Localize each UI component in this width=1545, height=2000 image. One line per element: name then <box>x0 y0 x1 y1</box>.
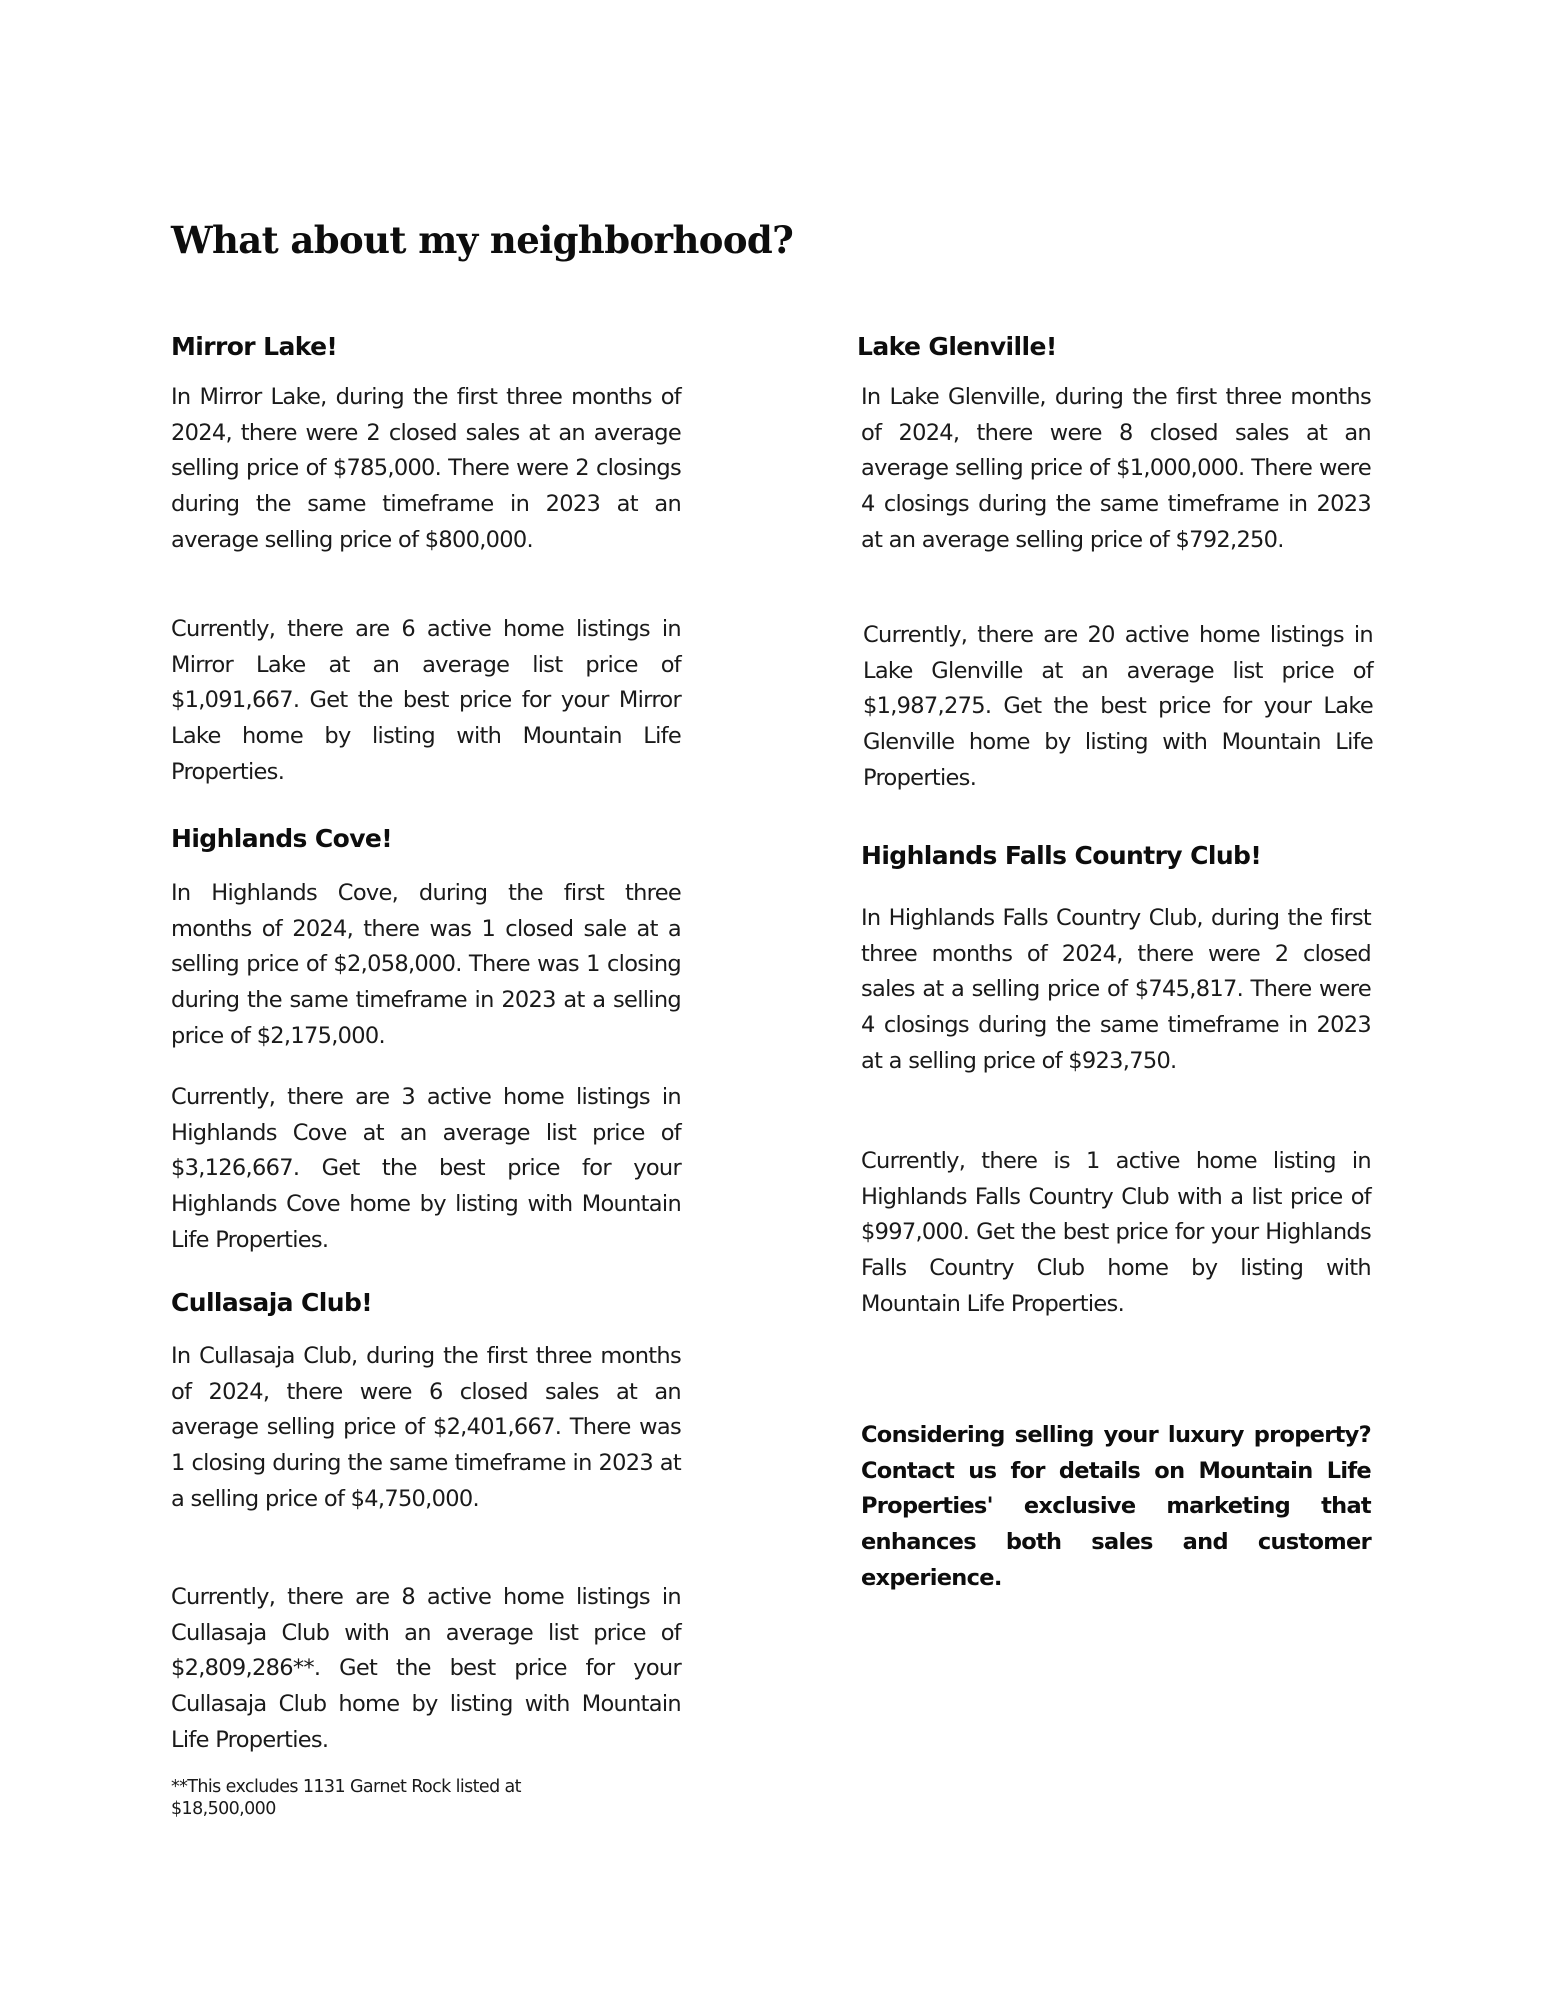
listings-paragraph: Currently, there are 3 active home listings in Highlands Cove at an average list price of $3,126,667. Get the best price for your Highlands Cove home by listing with Mountain Life Properties. <box>171 1084 681 1253</box>
page-title: What about my neighborhood? <box>171 218 794 262</box>
sales-paragraph: In Mirror Lake, during the first three months of 2024, there were 2 closed sales at an average selling price of $785,000. There were 2 closings during the same timeframe in 2023 at an average selling price of $800,000. <box>171 384 681 553</box>
mirror-lake-listings-text <box>171 612 681 791</box>
mirror-lake-sales-text <box>171 380 681 559</box>
sales-paragraph: In Highlands Cove, during the first three months of 2024, there was 1 closed sale at a selling price of $2,058,000. There was 1 closing during the same timeframe in 2023 at a selling price of $2,175,000. <box>171 880 681 1049</box>
highlands-falls-listings-text <box>861 1144 1371 1323</box>
neighborhood-highlands-cove <box>171 821 681 857</box>
lake-glenville-sales-text <box>861 380 1371 559</box>
section-heading: Mirror Lake! <box>171 332 338 361</box>
sales-paragraph: In Highlands Falls Country Club, during the first three months of 2024, there were 2 closed sales at a selling price of $745,817. There were 4 closings during the same timeframe in 2023 at a selling price of $923,750. <box>861 905 1371 1074</box>
sales-paragraph: In Lake Glenville, during the first three months of 2024, there were 8 closed sales at an average selling price of $1,000,000. There were 4 closings during the same timeframe in 2023 at an average selling price of $792,250. <box>861 384 1371 553</box>
listings-paragraph: Currently, there is 1 active home listing in Highlands Falls Country Club with a list price of $997,000. Get the best price for your Highlands Falls Country Club home by listing with Mountain Life Properties. <box>861 1148 1371 1317</box>
neighborhood-highlands-falls-country-club <box>861 838 1371 874</box>
cullasaja-club-sales-text <box>171 1339 681 1518</box>
call-to-action: Considering selling your luxury property? Contact us for details on Mountain Life Properties' exclusive marketing that enhances both sales and customer experience. <box>861 1422 1371 1591</box>
cullasaja-footnote: **This excludes 1131 Garnet Rock listed at $18,500,000 <box>171 1777 521 1819</box>
section-heading: Highlands Falls Country Club! <box>861 841 1262 870</box>
cullasaja-club-listings-text <box>171 1580 681 1759</box>
neighborhood-mirror-lake <box>171 329 681 365</box>
listings-paragraph: Currently, there are 8 active home listings in Cullasaja Club with an average list price of $2,809,286**. Get the best price for your Cullasaja Club home by listing with Mountain Life Properties. <box>171 1584 681 1753</box>
highlands-falls-sales-text <box>861 901 1371 1080</box>
sales-paragraph: In Cullasaja Club, during the first three months of 2024, there were 6 closed sales at an average selling price of $2,401,667. There was 1 closing during the same timeframe in 2023 at a selling price of $4,750,000. <box>171 1343 681 1512</box>
lake-glenville-listings-text <box>863 618 1373 797</box>
highlands-cove-sales-text <box>171 876 681 1055</box>
neighborhood-cullasaja-club <box>171 1285 681 1321</box>
section-heading: Highlands Cove! <box>171 824 393 853</box>
section-heading: Cullasaja Club! <box>171 1288 373 1317</box>
section-heading: Lake Glenville! <box>857 332 1057 361</box>
highlands-cove-listings-text <box>171 1080 681 1259</box>
neighborhood-lake-glenville <box>857 329 1367 365</box>
listings-paragraph: Currently, there are 20 active home listings in Lake Glenville at an average list price of $1,987,275. Get the best price for your Lake Glenville home by listing with Mountain Life Properties. <box>863 622 1373 791</box>
listings-paragraph: Currently, there are 6 active home listings in Mirror Lake at an average list price of $1,091,667. Get the best price for your Mirror Lake home by listing with Mountain Life Properties. <box>171 616 681 785</box>
